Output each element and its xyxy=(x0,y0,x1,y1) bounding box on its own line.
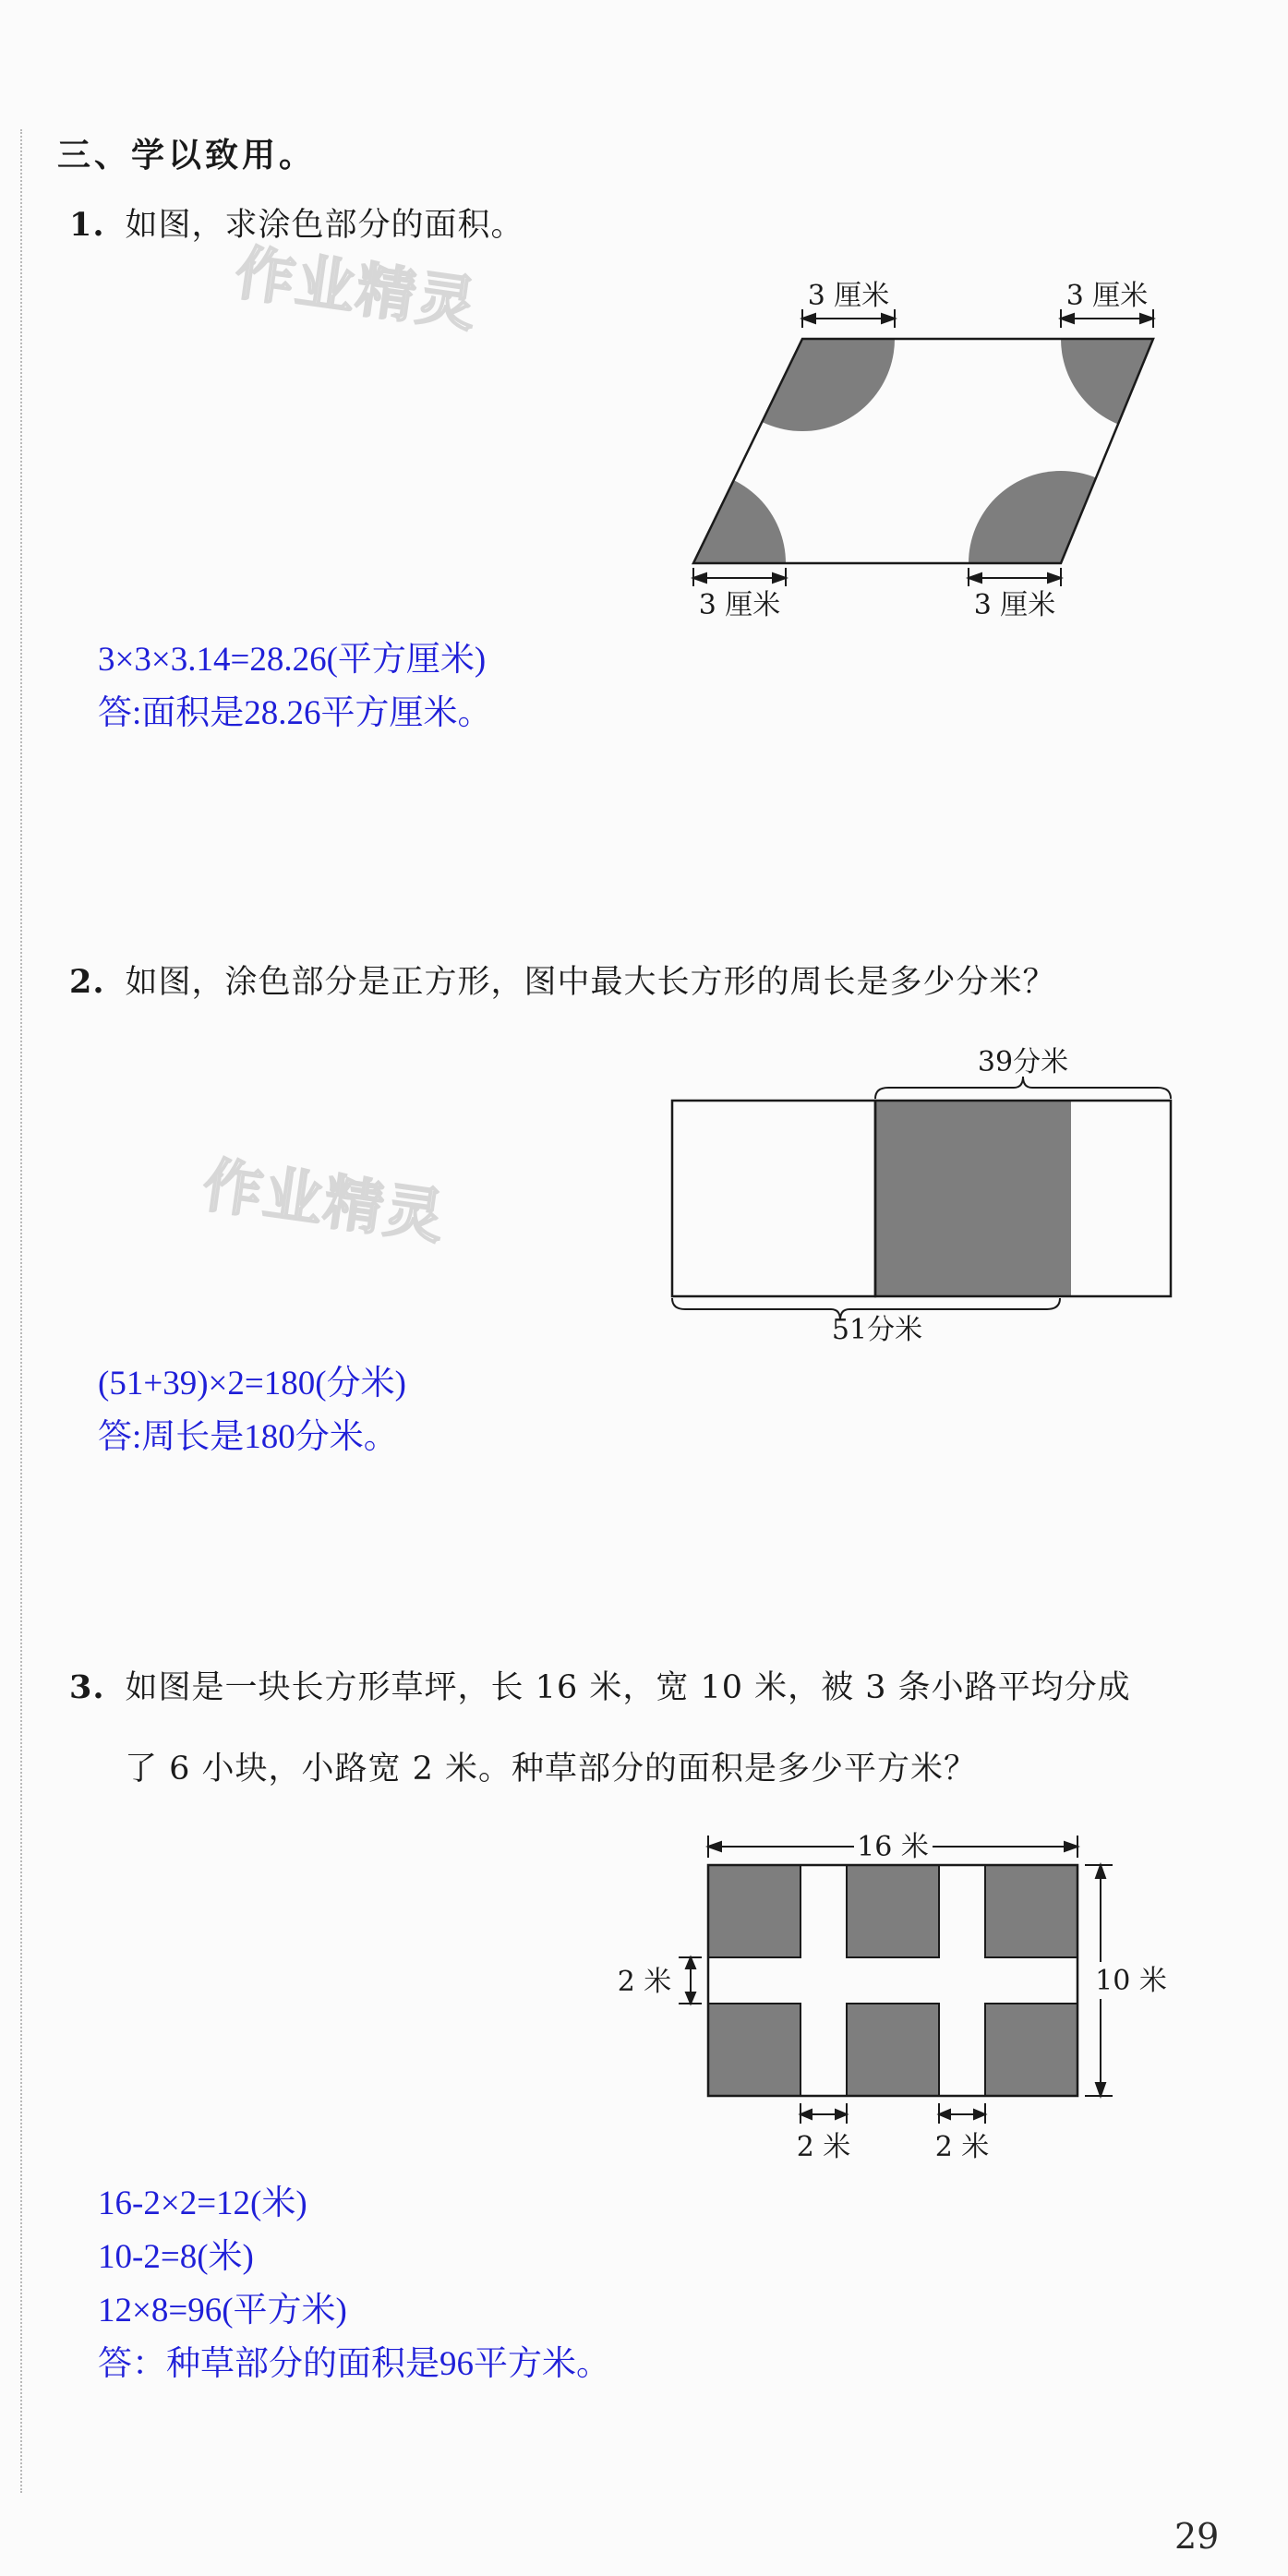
label-top-right: 3 厘米 xyxy=(1065,280,1149,312)
label-2m-bottom-2: 2 米 xyxy=(934,2131,990,2163)
problem-3-text-line-1: 如图是一块长方形草坪，长 16 米，宽 10 米，被 3 条小路平均分成 xyxy=(125,1669,1131,1706)
section-title: 三、学以致用。 xyxy=(57,137,317,175)
problem-1-text: 如图，求涂色部分的面积。 xyxy=(125,207,524,244)
label-16m: 16 米 xyxy=(857,1831,929,1863)
grass-block-6 xyxy=(985,2004,1077,2096)
answer-2-line-2: 答:周长是180分米。 xyxy=(98,1418,398,1456)
grass-block-1 xyxy=(708,1865,800,1957)
label-bottom-left: 3 厘米 xyxy=(698,589,781,621)
answer-3 xyxy=(98,2177,610,2391)
label-top-left: 3 厘米 xyxy=(807,280,890,312)
answer-1 xyxy=(98,633,492,740)
shaded-square xyxy=(875,1101,1071,1296)
answer-2 xyxy=(98,1357,406,1464)
figure-1-parallelogram xyxy=(665,277,1219,646)
problem-3-text-line-2: 了 6 小块，小路宽 2 米。种草部分的面积是多少平方米？ xyxy=(125,1751,978,1788)
problem-2 xyxy=(69,942,1056,1023)
problem-1-number: 1. xyxy=(69,206,105,244)
answer-3-line-2: 10-2=8(米) xyxy=(98,2238,254,2276)
problem-2-number: 2. xyxy=(69,963,105,1001)
page-number: 29 xyxy=(1174,2516,1220,2557)
label-2m-bottom-1: 2 米 xyxy=(796,2131,851,2163)
answer-3-line-3: 12×8=96(平方米) xyxy=(98,2292,347,2329)
answer-3-line-1: 16-2×2=12(米) xyxy=(98,2185,307,2222)
answer-2-line-1: (51+39)×2=180(分米) xyxy=(98,1365,406,1402)
label-51: 51分米 xyxy=(831,1314,923,1346)
problem-3-number: 3. xyxy=(69,1668,105,1706)
label-bottom-right: 3 厘米 xyxy=(973,589,1056,621)
watermark-1: 作业精灵 xyxy=(231,238,483,341)
problem-2-text: 如图，涂色部分是正方形，图中最大长方形的周长是多少分米？ xyxy=(125,964,1056,1001)
label-2m-left: 2 米 xyxy=(617,1966,672,1998)
problem-3 xyxy=(69,1647,1131,1810)
grass-block-5 xyxy=(847,2004,939,2096)
answer-1-line-2: 答:面积是28.26平方厘米。 xyxy=(98,694,492,732)
label-39: 39分米 xyxy=(977,1046,1069,1078)
answer-1-line-1: 3×3×3.14=28.26(平方厘米) xyxy=(98,641,487,679)
brace-top xyxy=(875,1077,1171,1099)
grass-block-4 xyxy=(708,2004,800,2096)
figure-3-lawn xyxy=(591,1810,1237,2216)
answer-3-line-4: 答：种草部分的面积是96平方米。 xyxy=(98,2345,610,2383)
grass-block-2 xyxy=(847,1865,939,1957)
left-rectangle xyxy=(672,1101,875,1296)
grass-block-3 xyxy=(985,1865,1077,1957)
watermark-2: 作业精灵 xyxy=(199,1150,451,1253)
margin-dotted-line xyxy=(20,129,22,2493)
figure-2-rectangles xyxy=(656,1034,1210,1348)
label-10m: 10 米 xyxy=(1095,1965,1167,1997)
